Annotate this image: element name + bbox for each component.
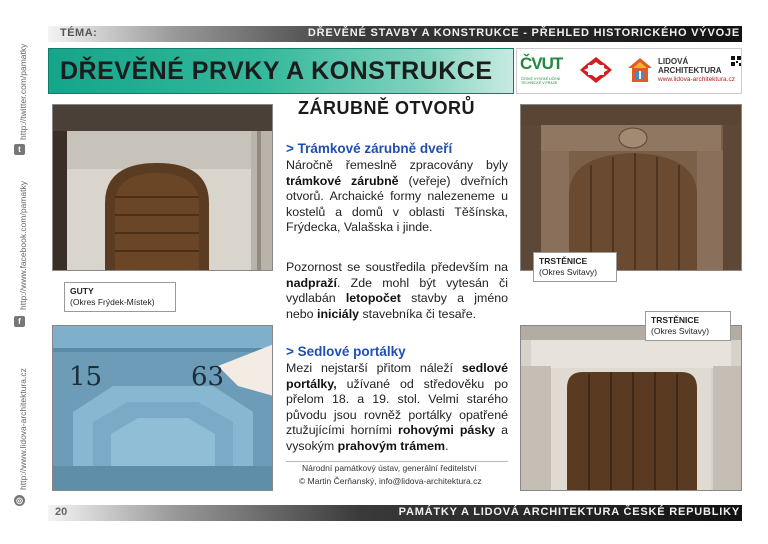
section-subtitle: ZÁRUBNĚ OTVORŮ bbox=[298, 98, 475, 118]
section-heading-sedlove: > Sedlové portálky bbox=[286, 344, 406, 359]
caption-trstenice-2-place: TRSTĚNICE bbox=[651, 315, 700, 325]
caption-guty bbox=[64, 282, 176, 312]
credits-divider bbox=[286, 461, 508, 462]
footer-text: PAMÁTKY A LIDOVÁ ARCHITEKTURA ČESKÉ REPUBLIKY bbox=[398, 506, 740, 518]
header-subject: DŘEVĚNÉ STAVBY A KONSTRUKCE - PŘEHLED HISTORICKÉHO VÝVOJE bbox=[307, 27, 740, 39]
caption-trstenice-2-district: (Okres Svitavy) bbox=[651, 326, 710, 336]
photo-guty bbox=[52, 104, 273, 271]
lidova-architektura-title: LIDOVÁ ARCHITEKTURA bbox=[658, 57, 722, 75]
caption-trstenice-1-place: TRSTĚNICE bbox=[539, 256, 588, 266]
lintel-year-right: 63 bbox=[191, 362, 225, 392]
blue-portal-image bbox=[53, 326, 273, 491]
npu-logo-icon[interactable] bbox=[576, 55, 616, 85]
cvut-text: ČESKÉ VYSOKÉ UČENÍ TECHNICKÉ V PRAZE bbox=[521, 77, 561, 85]
lintel-year-left: 15 bbox=[69, 362, 103, 392]
credits-author[interactable]: © Martin Čerňanský, info@lidova-architektura.cz bbox=[299, 476, 482, 486]
twitter-link[interactable]: http://twitter.com/pamatky bbox=[18, 43, 28, 140]
web-link[interactable]: http://www.lidova-architektura.cz bbox=[18, 368, 28, 490]
photo-trstenice-1 bbox=[520, 104, 742, 271]
trstenice-door-image-1 bbox=[521, 105, 742, 271]
facebook-link[interactable]: http://www.facebook.com/pamatky bbox=[18, 181, 28, 310]
cvut-mark: ČVUT bbox=[520, 54, 563, 73]
caption-guty-district: (Okres Frýdek-Místek) bbox=[70, 297, 155, 307]
photo-trstenice-2 bbox=[520, 325, 742, 491]
caption-trstenice-1-district: (Okres Svitavy) bbox=[539, 267, 598, 277]
section-tramkove-paragraph-1: Náročně řemeslně zpracovány byly trámkové zárubně (veřeje) dveřních otvorů. Archaické formy nalezeneme u kostelů a domů v oblasti Těšínska, Frýdecka, Valašska i jinde. bbox=[286, 158, 508, 235]
guty-door-image bbox=[53, 105, 273, 271]
caption-trstenice-2 bbox=[645, 311, 731, 341]
tema-label: TÉMA: bbox=[60, 27, 98, 39]
page-number: 20 bbox=[55, 506, 68, 518]
facebook-icon[interactable]: f bbox=[14, 316, 25, 327]
lidova-architektura-icon[interactable] bbox=[626, 56, 654, 84]
qr-code-icon bbox=[731, 56, 741, 66]
page-title: DŘEVĚNÉ PRVKY A KONSTRUKCE bbox=[60, 57, 493, 85]
section-tramkove-paragraph-2: Pozornost se soustředila především na nadpraží. Zde mohl být vytesán či vydlabán letopočet stavby a jméno nebo iniciály stavebníka či tesaře. bbox=[286, 260, 509, 321]
globe-icon[interactable]: ◎ bbox=[14, 495, 25, 506]
photo-date-lintel bbox=[52, 325, 273, 491]
section-sedlove-paragraph: Mezi nejstarší přitom náleží sedlové portálky, užívané od středověku po přelom 18. a 19. stol. Velmi starého původu jsou rovněž portálky opatřené ztužujícími horními rohovými pásky a vysokým prahovým trámem. bbox=[286, 361, 508, 453]
social-sidebar bbox=[10, 20, 26, 520]
twitter-icon[interactable]: t bbox=[14, 144, 25, 155]
caption-guty-place: GUTY bbox=[70, 286, 94, 296]
caption-trstenice-1 bbox=[533, 252, 617, 282]
trstenice-door-image-2 bbox=[521, 326, 742, 491]
lidova-architektura-url[interactable]: www.lidova-architektura.cz bbox=[658, 76, 735, 83]
credits-institution: Národní památkový ústav, generální ředitelství bbox=[302, 463, 477, 473]
section-heading-tramkove: > Trámkové zárubně dveří bbox=[286, 141, 453, 156]
cvut-logo[interactable] bbox=[520, 52, 570, 88]
